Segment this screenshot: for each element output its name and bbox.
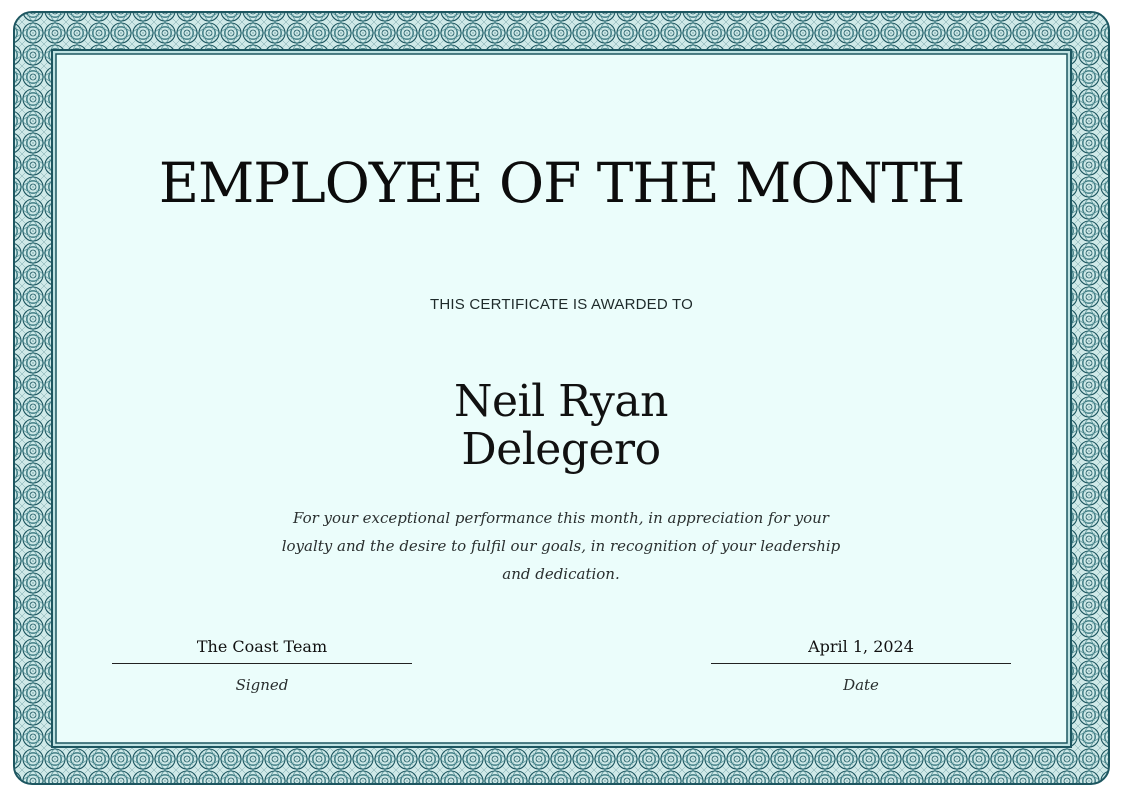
signature-value: The Coast Team — [196, 637, 328, 656]
recipient-name — [361, 378, 761, 474]
date-value: April 1, 2024 — [808, 637, 914, 656]
recipient-name-line1: Neil Ryan — [454, 376, 668, 427]
recipient-name-line2: Delegero — [461, 424, 661, 475]
date-label: Date — [843, 676, 879, 694]
certificate-title: EMPLOYEE OF THE MONTH — [158, 151, 965, 215]
signature-label: Signed — [235, 676, 289, 694]
date-block — [711, 634, 1011, 694]
signature-block — [112, 634, 412, 694]
certificate-description: For your exceptional performance this month, in appreciation for your loyalty and the desire to fulfil our goals, in recognition of your leadership and dedication. — [281, 509, 841, 583]
certificate-subtitle: THIS CERTIFICATE IS AWARDED TO — [430, 296, 693, 313]
certificate-panel — [58, 56, 1065, 741]
signature-line — [112, 663, 412, 664]
date-line — [711, 663, 1011, 664]
